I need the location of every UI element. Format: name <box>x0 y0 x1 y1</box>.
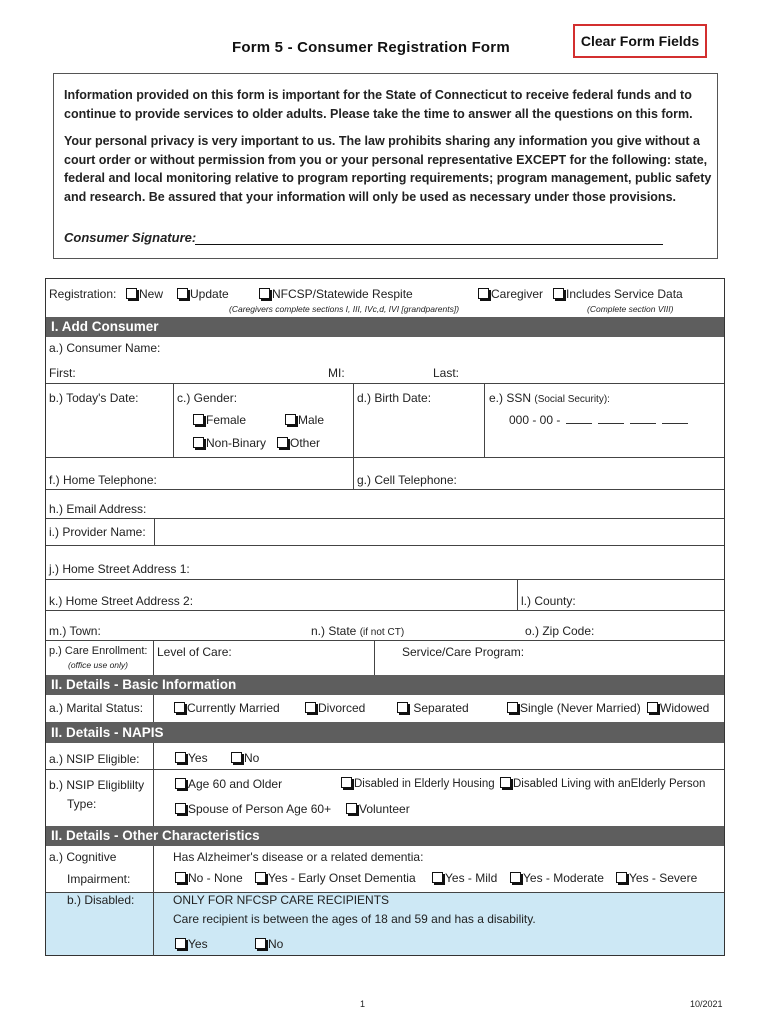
nsip-eligibility-type-label: b.) NSIP Eligiblilty <box>49 778 145 792</box>
consumer-name-label: a.) Consumer Name: <box>49 341 161 355</box>
separated-checkbox[interactable]: Separated <box>397 701 469 715</box>
nfcsp-only-note: ONLY FOR NFCSP CARE RECIPIENTS <box>173 893 390 907</box>
form-date: 10/2021 <box>690 999 723 1009</box>
town-field[interactable]: m.) Town: <box>49 624 101 638</box>
disabled-yes-checkbox[interactable]: Yes <box>175 937 208 951</box>
page-number: 1 <box>360 999 366 1009</box>
privacy-text: Your personal privacy is very important to us. The law prohibits sharing any information you give without a <box>64 134 700 148</box>
zip-code-field[interactable]: o.) Zip Code: <box>525 624 595 638</box>
county-field[interactable]: l.) County: <box>521 594 576 608</box>
care-enrollment-label: p.) Care Enrollment: <box>49 645 148 657</box>
info-box <box>53 73 718 259</box>
cognitive-impairment-label: Impairment: <box>67 872 131 886</box>
email-field[interactable]: h.) Email Address: <box>49 502 147 516</box>
cognitive-impairment-label: a.) Cognitive <box>49 850 117 864</box>
office-use-note: (office use only) <box>68 660 128 670</box>
marital-status-label: a.) Marital Status: <box>49 701 144 715</box>
currently-married-checkbox[interactable]: Currently Married <box>174 701 280 715</box>
home-telephone-field[interactable]: f.) Home Telephone: <box>49 473 157 487</box>
divorced-checkbox[interactable]: Divorced <box>305 701 365 715</box>
other-checkbox[interactable]: Other <box>277 436 320 450</box>
street-address-1-field[interactable]: j.) Home Street Address 1: <box>49 562 190 576</box>
nsip-eligibility-type-label: Type: <box>67 797 97 811</box>
service-care-program-field[interactable]: Service/Care Program: <box>402 645 525 659</box>
street-address-2-field[interactable]: k.) Home Street Address 2: <box>49 594 194 608</box>
widowed-checkbox[interactable]: Widowed <box>647 701 709 715</box>
volunteer-checkbox[interactable]: Volunteer <box>346 802 410 816</box>
section-basic-information: II. Details - Basic Information <box>46 675 724 695</box>
ssn-field[interactable]: 000 - 00 - <box>509 413 688 427</box>
ssn-label: e.) SSN (Social Security): <box>489 391 610 405</box>
early-onset-checkbox[interactable]: Yes - Early Onset Dementia <box>255 871 416 885</box>
nsip-eligible-label: a.) NSIP Eligible: <box>49 752 140 766</box>
cell-telephone-field[interactable]: g.) Cell Telephone: <box>357 473 457 487</box>
new-checkbox[interactable]: New <box>126 287 163 301</box>
page-title: Form 5 - Consumer Registration Form <box>232 39 510 56</box>
signature-label: Consumer Signature: <box>64 230 197 245</box>
first-name-field[interactable]: First: <box>49 366 76 380</box>
info-text: continue to provide services to older adults. Please take the time to answer all the questions on this form. <box>64 106 693 121</box>
single-checkbox[interactable]: Single (Never Married) <box>507 701 641 715</box>
disabled-living-checkbox[interactable]: Disabled Living with anElderly Person <box>500 777 705 790</box>
includes-service-data-checkbox[interactable]: Includes Service Data <box>553 287 683 301</box>
caregiver-note: (Caregivers complete sections I, III, IVc,d, IVI [grandparents]) <box>229 304 460 314</box>
todays-date-field[interactable]: b.) Today's Date: <box>49 391 139 405</box>
non-binary-checkbox[interactable]: Non-Binary <box>193 436 266 450</box>
disabled-elderly-housing-checkbox[interactable]: Disabled in Elderly Housing <box>341 777 495 790</box>
privacy-text: and research. Be assured that your information will only be used as necessary under those provisions. <box>64 189 676 204</box>
caregiver-checkbox[interactable]: Caregiver <box>478 287 543 301</box>
privacy-text: court order or without permission from you or your personal representative EXCEPT for the following: state, <box>64 152 708 167</box>
level-of-care-field[interactable]: Level of Care: <box>157 645 232 659</box>
info-text: Information provided on this form is important for the State of Connecticut to receive federal funds and to <box>64 88 692 102</box>
alzheimers-question: Has Alzheimer's disease or a related dementia: <box>173 850 424 864</box>
signature-field[interactable] <box>195 244 663 245</box>
update-checkbox[interactable]: Update <box>177 287 229 301</box>
clear-form-fields-button[interactable]: Clear Form Fields <box>573 24 707 58</box>
gender-label: c.) Gender: <box>177 391 238 405</box>
disabled-label: b.) Disabled: <box>67 893 135 907</box>
privacy-text: federal and local monitoring relative to program reporting requirements; program management, public safety <box>64 171 712 185</box>
nsip-yes-checkbox[interactable]: Yes <box>175 751 208 765</box>
birth-date-field[interactable]: d.) Birth Date: <box>357 391 432 405</box>
cognitive-none-checkbox[interactable]: No - None <box>175 871 243 885</box>
spouse-checkbox[interactable]: Spouse of Person Age 60+ <box>175 802 331 816</box>
registration-label: Registration: <box>49 287 117 301</box>
state-field[interactable]: n.) State (if not CT) <box>311 624 405 638</box>
female-checkbox[interactable]: Female <box>193 413 246 427</box>
disabled-no-checkbox[interactable]: No <box>255 937 283 951</box>
section-napis: II. Details - NAPIS <box>46 722 724 743</box>
nsip-no-checkbox[interactable]: No <box>231 751 259 765</box>
cognitive-moderate-checkbox[interactable]: Yes - Moderate <box>510 871 604 885</box>
cognitive-mild-checkbox[interactable]: Yes - Mild <box>432 871 497 885</box>
section-add-consumer: I. Add Consumer <box>46 317 724 337</box>
middle-initial-field[interactable]: MI: <box>328 366 345 380</box>
section-other-characteristics: II. Details - Other Characteristics <box>46 826 724 846</box>
care-recipient-question: Care recipient is between the ages of 18 and 59 and has a disability. <box>173 912 536 926</box>
male-checkbox[interactable]: Male <box>285 413 324 427</box>
complete-section-note: (Complete section VIII) <box>587 304 674 314</box>
age-60-checkbox[interactable]: Age 60 and Older <box>175 777 282 791</box>
last-name-field[interactable]: Last: <box>433 366 460 380</box>
nfcsp-checkbox[interactable]: NFCSP/Statewide Respite <box>259 287 413 301</box>
cognitive-severe-checkbox[interactable]: Yes - Severe <box>616 871 697 885</box>
provider-name-label: i.) Provider Name: <box>49 525 146 539</box>
